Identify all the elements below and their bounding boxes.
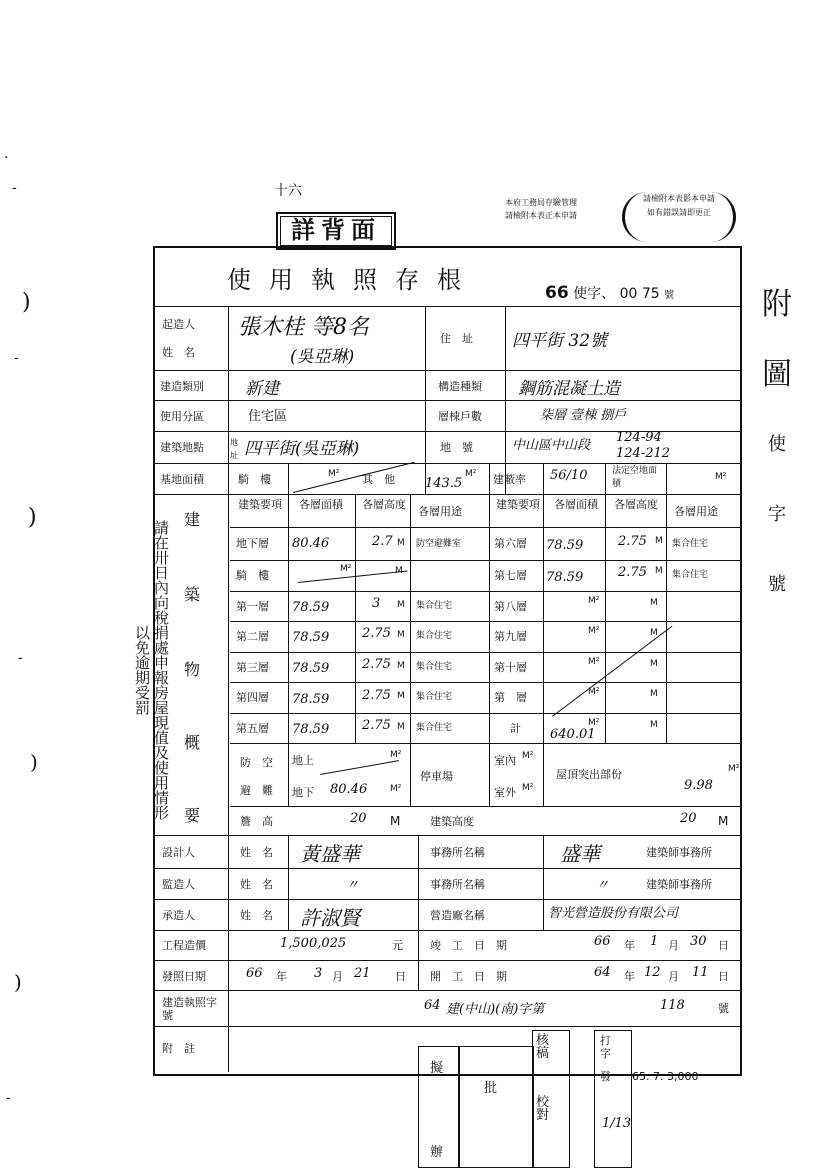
rule (230, 682, 740, 683)
right-margin-char: 附 (762, 287, 792, 322)
completion-day: 30 (690, 934, 707, 949)
start-day: 11 (692, 965, 709, 980)
scan-speck: ) (30, 750, 38, 774)
lot-number-2: 124-212 (616, 446, 671, 461)
build-height-unit: M (718, 814, 729, 828)
round-stamp (622, 192, 736, 242)
lot-label: 地 號 (440, 441, 473, 454)
license-word: 建(中山)(南)字第 (446, 1002, 545, 1017)
site-value: 四平街(吳亞琳) (244, 439, 360, 459)
floor-area: 78.59 (546, 538, 584, 553)
roof-label: 屋頂突出部份 (556, 768, 622, 781)
floor-area: 78.59 (292, 630, 330, 645)
cost-label: 工程造價 (162, 939, 206, 952)
floor-height: 2.7 (372, 534, 393, 549)
right-margin-notes (752, 270, 802, 620)
routing-col3: 核稿 (536, 1033, 550, 1061)
completion-month: 1 (650, 934, 659, 949)
floor-height-unit: M (650, 598, 658, 608)
supervisor-value: 〃 (346, 878, 360, 893)
cost-unit: 元 (392, 939, 403, 952)
floor-area-unit: M² (588, 657, 600, 667)
rule (410, 494, 411, 806)
issue-month: 3 (314, 966, 323, 981)
col-header: 各層面積 (554, 498, 598, 511)
floor-height: 2.75 (362, 657, 391, 672)
floor-name: 第六層 (494, 537, 527, 550)
license-suffix: 號 (718, 1002, 729, 1015)
section-label-char: 概 (183, 733, 200, 752)
agency-stamp (505, 196, 625, 222)
license-label: 建造執照字號 (162, 996, 217, 1022)
routing-col2: 批 (484, 1081, 498, 1096)
routing-col3b: 校對 (536, 1095, 550, 1123)
floor-height-unit: M (650, 628, 658, 638)
rule (288, 463, 289, 806)
rule (543, 463, 544, 806)
date-unit: 日 (718, 939, 729, 952)
parking-out-unit: M² (522, 783, 534, 793)
floor-name: 第八層 (494, 600, 527, 613)
shelter-label-2: 避 難 (240, 784, 273, 797)
factory-label: 營造廠名稱 (430, 909, 485, 922)
start-label: 開 工 日 期 (430, 970, 507, 983)
scan-speck: · (4, 150, 9, 166)
rule (153, 930, 740, 931)
section-label-char: 築 (183, 585, 200, 604)
coverage-label: 建蔽率 (493, 473, 526, 486)
floor-height-unit: M (397, 600, 405, 610)
supervisor-label: 監造人 (162, 878, 195, 891)
floor-height-unit: M (395, 566, 403, 576)
roof-unit: M² (728, 764, 740, 774)
architect-office: 建築師事務所 (646, 846, 712, 859)
floor-height: 2.75 (618, 534, 647, 549)
area-label: 基地面積 (160, 473, 204, 486)
floor-height-unit: M (397, 661, 405, 671)
date-unit: 日 (395, 970, 406, 983)
license-number: 118 (660, 998, 685, 1013)
address-label: 住 址 (440, 332, 473, 345)
rule (153, 463, 740, 464)
floor-area: 78.59 (292, 600, 330, 615)
eave-value: 20 (350, 811, 367, 826)
scan-speck: - (18, 650, 23, 666)
shelter-below-value: 80.46 (330, 782, 368, 797)
col-header: 各層面積 (299, 498, 343, 511)
rule (230, 713, 740, 714)
rule (605, 463, 606, 743)
shelter-above: 地上 (292, 754, 314, 767)
floor-height: 2.75 (618, 565, 647, 580)
build-type-value: 新建 (245, 379, 279, 399)
floor-height-unit: M (650, 659, 658, 669)
col-header: 各層用途 (674, 505, 718, 518)
floor-height-unit: M (650, 689, 658, 699)
scan-speck: ) (22, 290, 31, 315)
contractor-name-label: 姓 名 (240, 909, 273, 922)
floor-name: 第 層 (494, 691, 527, 704)
round-stamp-line: 如有錯誤請即更正 (647, 208, 711, 217)
floor-area-unit: M² (588, 687, 600, 697)
floor-name: 地下層 (236, 537, 269, 550)
shelter-below-unit: M² (390, 784, 402, 794)
floor-height: 2.75 (362, 688, 391, 703)
rule (543, 835, 544, 930)
applicant-label-name: 姓 名 (162, 346, 195, 359)
rule (153, 494, 740, 495)
other-value: 143.5 (425, 476, 463, 491)
arcade-unit: M² (328, 469, 340, 479)
structure-label: 構造種類 (438, 380, 482, 393)
issue-label: 發照日期 (162, 970, 206, 983)
structure-value: 鋼筋混凝土造 (518, 379, 620, 399)
site-addr-label: 地址 (230, 438, 238, 460)
floor-total-label: 計 (510, 722, 521, 735)
scan-speck: ) (28, 505, 37, 530)
section-label-char: 要 (183, 806, 200, 825)
build-type-label: 建造類別 (160, 380, 204, 393)
zone-label: 使用分區 (160, 410, 204, 423)
rule (153, 400, 740, 401)
floor-name: 第五層 (236, 722, 269, 735)
rule (666, 463, 667, 743)
contractor-value: 許淑賢 (300, 906, 360, 930)
eave-unit: M (390, 814, 401, 828)
open-space-label: 法定空地面積 (612, 466, 658, 489)
start-year: 64 (594, 965, 611, 980)
office-label: 事務所名稱 (430, 846, 485, 859)
scan-speck: ) (14, 970, 22, 994)
floor-name: 第九層 (494, 630, 527, 643)
other-label: 其 他 (362, 473, 395, 486)
rule (505, 306, 506, 370)
form-title: 使用執照存根 (227, 266, 479, 294)
col-header: 建築要項 (238, 498, 282, 511)
date-unit: 年 (276, 970, 287, 983)
rule (230, 806, 740, 807)
issue-day: 21 (354, 966, 371, 981)
agency-stamp-line: 本府工務局存驗管理 (505, 198, 577, 207)
permit-num: 00 75 (619, 286, 660, 302)
shelter-above-unit: M² (390, 750, 402, 760)
floor-area: 78.59 (292, 692, 330, 707)
floor-use: 集合住宅 (416, 631, 453, 641)
floor-use: 集合住宅 (416, 662, 453, 672)
zone-value: 住宅區 (248, 409, 288, 424)
build-height-value: 20 (680, 811, 697, 826)
permit-year: 66 (545, 283, 569, 303)
routing-col1: 擬 (430, 1061, 444, 1076)
supervisor-office: 〃 (596, 878, 610, 893)
floor-height: 2.75 (362, 626, 391, 641)
floors-label: 層棟戶數 (438, 410, 482, 423)
floor-area-unit: M² (588, 596, 600, 606)
floors-value: 柒層 壹棟 捌戶 (540, 408, 627, 423)
rule (153, 1026, 740, 1027)
rule (228, 306, 229, 1072)
applicant-label: 起造人 (162, 318, 195, 331)
designer-value: 黃盛華 (300, 842, 360, 866)
rule (418, 835, 419, 990)
date-unit: 年 (624, 939, 635, 952)
routing-col4: 打字 (600, 1034, 611, 1060)
floor-height-unit: M (655, 566, 663, 576)
remarks-label: 附 註 (162, 1042, 195, 1055)
shelter-label: 防 空 (240, 756, 273, 769)
floor-use: 防空避難室 (416, 539, 462, 549)
floor-height-unit: M (655, 536, 663, 546)
rule (230, 591, 740, 592)
floor-area: 78.59 (292, 722, 330, 737)
rule (153, 306, 740, 307)
license-prefix: 64 (424, 998, 441, 1013)
lot-number-1: 124-94 (616, 430, 662, 445)
floor-name: 第十層 (494, 661, 527, 674)
floor-name: 第一層 (236, 600, 269, 613)
right-margin-char: 使 (768, 434, 786, 455)
scan-speck: - (12, 180, 17, 196)
floor-height-unit: M (397, 630, 405, 640)
floor-use: 集合住宅 (672, 539, 709, 549)
floor-name: 第二層 (236, 630, 269, 643)
floor-use: 集合住宅 (416, 723, 453, 733)
date-unit: 月 (668, 939, 679, 952)
rule (153, 370, 740, 371)
address-value: 四平街 32號 (512, 331, 608, 351)
designer-name-label: 姓 名 (240, 846, 273, 859)
coverage-value: 56/10 (550, 468, 588, 483)
right-margin-char: 圖 (762, 357, 792, 392)
contractor-company: 智光營造股份有限公司 (548, 906, 679, 921)
margin-note (130, 520, 170, 820)
date-unit: 月 (668, 970, 679, 983)
routing-box (458, 1046, 534, 1168)
site-label: 建築地點 (160, 441, 204, 454)
stamp-title: 詳背面 (276, 212, 396, 250)
floor-area: 80.46 (292, 536, 330, 551)
sign-date: 1/13 (602, 1116, 632, 1131)
cost-value: 1,500,025 (280, 936, 347, 951)
parking-in: 室內 (494, 754, 516, 767)
rule (153, 835, 740, 836)
start-month: 12 (644, 965, 661, 980)
permit-number: 66 使字、 00 75 號 (545, 283, 675, 303)
other-unit: M² (465, 469, 477, 479)
rule (230, 560, 740, 561)
floor-use: 集合住宅 (672, 570, 709, 580)
permit-suffix: 號 (664, 290, 675, 301)
floor-total-area: 640.01 (550, 727, 596, 742)
print-code: 65. 7. 3,000 (632, 1070, 699, 1083)
rule (425, 306, 426, 494)
rule (153, 960, 740, 961)
parking-label: 停車場 (420, 770, 453, 783)
floor-height: 3 (372, 596, 381, 611)
floor-name: 第七層 (494, 569, 527, 582)
right-margin-char: 字 (768, 504, 786, 525)
section-label-char: 建 (183, 510, 200, 529)
floor-height-unit: M (650, 720, 658, 730)
round-stamp-line: 請檢附本表影本申請 (643, 194, 715, 203)
rule (230, 652, 740, 653)
rule (288, 835, 289, 930)
floor-area: 78.59 (546, 570, 584, 585)
floor-height: 2.75 (362, 718, 391, 733)
floor-name: 第三層 (236, 661, 269, 674)
date-unit: 月 (332, 970, 343, 983)
floor-height-unit: M (397, 722, 405, 732)
floor-area: 78.59 (292, 661, 330, 676)
eave-label: 簷 高 (240, 815, 273, 828)
issue-year: 66 (246, 966, 263, 981)
rule (355, 494, 356, 743)
rule (153, 899, 740, 900)
parking-in-unit: M² (522, 751, 534, 761)
rule (230, 527, 740, 528)
floor-name: 騎 樓 (236, 569, 269, 582)
scan-speck: - (14, 350, 19, 366)
col-header: 各層高度 (362, 498, 406, 511)
arcade-label: 騎 樓 (238, 473, 271, 486)
floor-height-unit: M (397, 538, 405, 548)
floor-use: 集合住宅 (416, 601, 453, 611)
date-unit: 年 (624, 970, 635, 983)
applicant-value: 張木桂 等8名 (238, 315, 369, 340)
floor-area-unit: M² (588, 718, 600, 728)
section-label-char: 物 (183, 660, 200, 679)
open-space-unit: M² (715, 472, 727, 482)
margin-note-text: 請在卅日內向稅捐處申報房屋現值及使用情形以免逾期受罰 (133, 520, 170, 820)
permit-word: 使字 (573, 286, 602, 302)
floor-area-unit: M² (340, 564, 352, 574)
scan-speck: - (6, 1090, 11, 1106)
office-label-2: 事務所名稱 (430, 878, 485, 891)
parking-out: 室外 (494, 786, 516, 799)
lot-value: 中山區中山段 (512, 438, 591, 453)
right-margin-char: 號 (768, 574, 786, 595)
designer-label: 設計人 (162, 846, 195, 859)
rule (230, 743, 740, 744)
col-header: 建築要項 (496, 498, 540, 511)
shelter-below: 地下 (292, 786, 314, 799)
floor-area-unit: M² (588, 626, 600, 636)
date-unit: 日 (718, 970, 729, 983)
rule (153, 868, 740, 869)
contractor-label: 承造人 (162, 909, 195, 922)
col-header: 各層用途 (418, 505, 462, 518)
floor-name: 第四層 (236, 691, 269, 704)
col-header: 各層高度 (614, 498, 658, 511)
rule (230, 621, 740, 622)
designer-office: 盛華 (560, 842, 600, 866)
build-height-label: 建築高度 (430, 815, 474, 828)
completion-label: 竣 工 日 期 (430, 939, 507, 952)
floor-height-unit: M (397, 691, 405, 701)
routing-col1b: 辦 (430, 1145, 444, 1160)
agency-stamp-line: 請檢附本表正本申請 (505, 211, 577, 220)
completion-year: 66 (594, 934, 611, 949)
floor-use: 集合住宅 (416, 692, 453, 702)
applicant-sub: (吳亞琳) (290, 347, 355, 367)
handwritten-scribble: 十六 (274, 183, 302, 199)
routing-stamp (418, 1030, 699, 1168)
roof-value: 9.98 (684, 778, 713, 793)
routing-col4b: 發 (600, 1070, 611, 1083)
supervisor-name-label: 姓 名 (240, 878, 273, 891)
rule (153, 990, 740, 991)
rule (489, 463, 490, 806)
architect-office-2: 建築師事務所 (646, 878, 712, 891)
